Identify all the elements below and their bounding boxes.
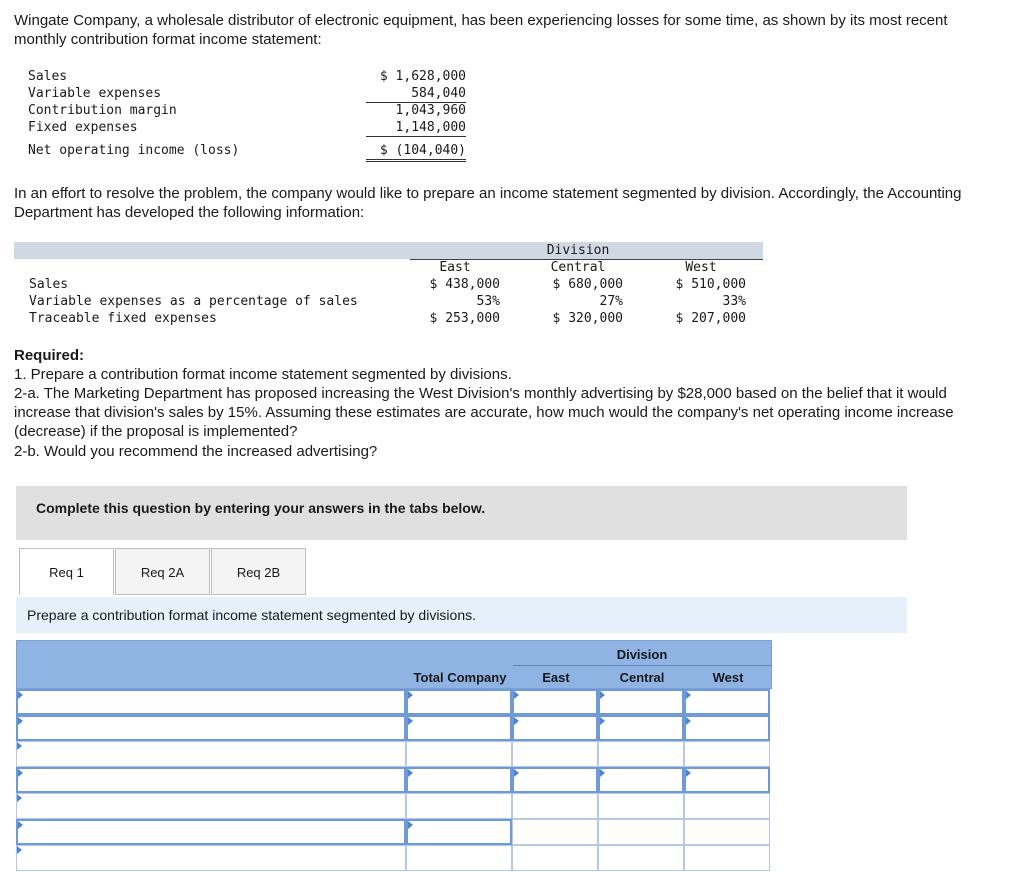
statement-row: [28, 68, 472, 85]
answer-row: [16, 793, 772, 819]
statement-row: [28, 119, 472, 136]
row-label: Contribution margin: [28, 103, 177, 118]
col-header-east: East: [439, 260, 471, 275]
tab-req-1[interactable]: Req 1: [19, 548, 114, 595]
tab-req-2b[interactable]: Req 2B: [211, 548, 306, 595]
row-label-input[interactable]: [16, 689, 406, 715]
table-row: [14, 310, 763, 327]
row-label: Sales: [28, 69, 68, 84]
row-label: Fixed expenses: [28, 120, 138, 135]
row-amount: 1,043,960: [395, 103, 466, 118]
dropdown-indicator-icon: [408, 821, 413, 829]
central-input[interactable]: [598, 819, 684, 845]
dropdown-indicator-icon: [686, 769, 691, 777]
dropdown-indicator-icon: [17, 846, 22, 854]
central-input[interactable]: [598, 767, 684, 793]
required-item-1: 1. Prepare a contribution format income statement segmented by divisions.: [14, 366, 512, 383]
row-label-input[interactable]: [16, 741, 406, 767]
row-label: Variable expenses as a percentage of sales: [29, 294, 358, 309]
col-header-central: Central: [550, 260, 606, 275]
dropdown-indicator-icon: [686, 691, 691, 699]
central-input[interactable]: [598, 845, 684, 871]
total-company-input[interactable]: [406, 715, 512, 741]
dropdown-indicator-icon: [514, 691, 519, 699]
statement-row: [28, 85, 472, 102]
row-label-input[interactable]: [16, 819, 406, 845]
west-input[interactable]: [684, 845, 770, 871]
row-amount: $ 1,628,000: [379, 69, 466, 84]
row-label-input[interactable]: [16, 845, 406, 871]
row-amount: $ (104,040): [366, 142, 466, 162]
dropdown-indicator-icon: [18, 769, 23, 777]
row-label: Variable expenses: [28, 86, 162, 101]
total-company-input[interactable]: [406, 819, 512, 845]
table-row: [14, 293, 763, 310]
dropdown-indicator-icon: [600, 769, 605, 777]
intro-text: Wingate Company, a wholesale distributor of electronic equipment, has been experiencing losses for some time, as shown by its most recent monthly contribution format income statement:: [14, 12, 948, 48]
total-company-input[interactable]: [406, 845, 512, 871]
cell-east: $ 253,000: [429, 311, 500, 326]
table-row: [14, 276, 763, 293]
west-input[interactable]: [684, 767, 770, 793]
col-header-west: West: [712, 670, 744, 685]
instruction-box: [16, 486, 907, 540]
division-header: Division: [546, 243, 610, 258]
division-header: Division: [616, 647, 668, 662]
col-header-central: Central: [619, 670, 665, 685]
row-label: Sales: [29, 277, 69, 292]
east-input[interactable]: [512, 845, 598, 871]
total-company-input[interactable]: [406, 793, 512, 819]
row-label-input[interactable]: [16, 793, 406, 819]
required-item-2a: 2-a. The Marketing Department has proposed increasing the West Division's monthly advertising by $28,000 based on the belief that it would increase that division's sales by 15%. Assuming these estimates are accurate, how much would the company's net operating income increase (decrease) if the proposal is implemented?: [14, 385, 954, 440]
dropdown-indicator-icon: [17, 742, 22, 750]
west-input[interactable]: [684, 741, 770, 767]
cell-west: $ 510,000: [675, 277, 746, 292]
col-header-total-company: Total Company: [413, 670, 507, 685]
statement-row: [28, 102, 472, 119]
answer-row: [16, 767, 772, 793]
west-input[interactable]: [684, 793, 770, 819]
division-data-table: [14, 242, 763, 327]
dropdown-indicator-icon: [600, 717, 605, 725]
answer-row: [16, 845, 772, 871]
required-heading: Required:: [14, 347, 85, 364]
dropdown-indicator-icon: [408, 691, 413, 699]
cell-east: $ 438,000: [429, 277, 500, 292]
tab-req-2a[interactable]: Req 2A: [115, 548, 210, 595]
effort-text: In an effort to resolve the problem, the company would like to prepare an income statement segmented by division. Accordingly, the Accounting Department has developed the following information:: [14, 185, 962, 221]
cell-central: $ 680,000: [552, 277, 623, 292]
answer-row: [16, 715, 772, 741]
dropdown-indicator-icon: [408, 769, 413, 777]
west-input[interactable]: [684, 819, 770, 845]
answer-row: [16, 689, 772, 715]
west-input[interactable]: [684, 689, 770, 715]
table-header-band: [14, 242, 763, 259]
total-company-input[interactable]: [406, 741, 512, 767]
dropdown-indicator-icon: [17, 794, 22, 802]
east-input[interactable]: [512, 767, 598, 793]
dropdown-indicator-icon: [600, 691, 605, 699]
dropdown-indicator-icon: [18, 717, 23, 725]
dropdown-indicator-icon: [18, 691, 23, 699]
cell-west: $ 207,000: [675, 311, 746, 326]
central-input[interactable]: [598, 793, 684, 819]
column-header-row: [14, 259, 763, 276]
central-input[interactable]: [598, 741, 684, 767]
total-company-input[interactable]: [406, 767, 512, 793]
answer-row: [16, 741, 772, 767]
east-input[interactable]: [512, 819, 598, 845]
row-label: Net operating income (loss): [28, 143, 240, 158]
statement-row: [28, 142, 472, 159]
required-item-2b: 2-b. Would you recommend the increased advertising?: [14, 443, 378, 460]
east-input[interactable]: [512, 689, 598, 715]
total-company-input[interactable]: [406, 689, 512, 715]
dropdown-indicator-icon: [686, 717, 691, 725]
col-header-east: East: [542, 670, 570, 685]
west-input[interactable]: [684, 715, 770, 741]
east-input[interactable]: [512, 741, 598, 767]
east-input[interactable]: [512, 715, 598, 741]
cell-west: 33%: [722, 294, 746, 309]
col-header-west: West: [685, 260, 717, 275]
cell-central: $ 320,000: [552, 311, 623, 326]
central-input[interactable]: [598, 715, 684, 741]
row-label-input[interactable]: [16, 715, 406, 741]
row-label-input[interactable]: [16, 767, 406, 793]
division-divider: [513, 665, 772, 666]
cell-central: 27%: [599, 294, 623, 309]
income-statement: [28, 68, 472, 159]
row-label: Traceable fixed expenses: [29, 311, 217, 326]
cell-east: 53%: [476, 294, 500, 309]
tab-prompt: Prepare a contribution format income statement segmented by divisions.: [16, 597, 907, 633]
answer-table-header: [16, 640, 772, 689]
dropdown-indicator-icon: [514, 717, 519, 725]
dropdown-indicator-icon: [18, 821, 23, 829]
answer-row: [16, 819, 772, 845]
dropdown-indicator-icon: [514, 769, 519, 777]
row-amount: 584,040: [366, 85, 466, 103]
east-input[interactable]: [512, 793, 598, 819]
row-amount: 1,148,000: [366, 119, 466, 137]
central-input[interactable]: [598, 689, 684, 715]
instruction-text: Complete this question by entering your answers in the tabs below.: [36, 500, 486, 516]
dropdown-indicator-icon: [408, 717, 413, 725]
answer-table: [16, 640, 772, 871]
